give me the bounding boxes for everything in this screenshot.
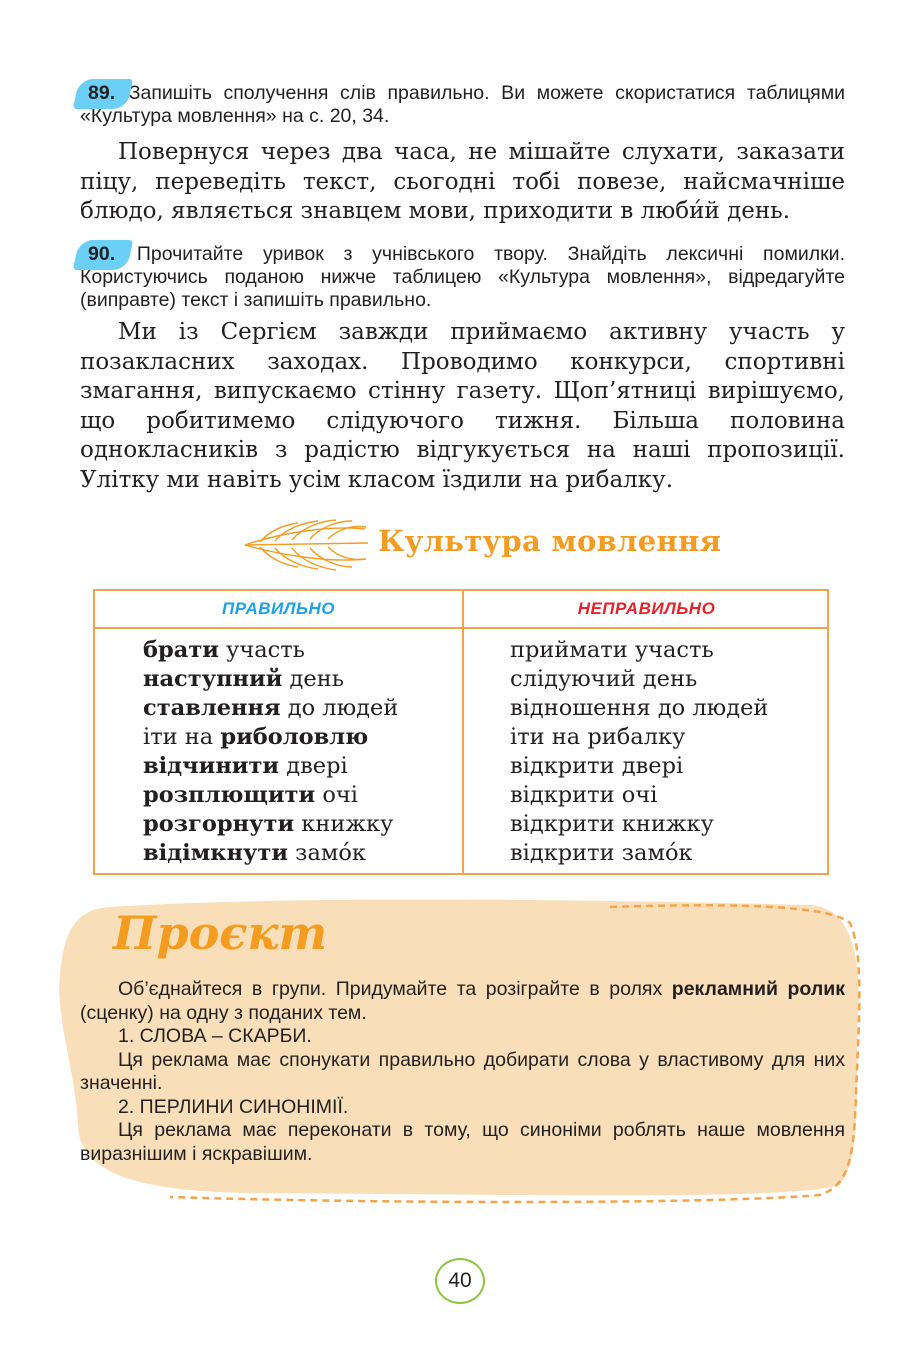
culture-table (93, 589, 829, 875)
table-row: іти на риболовлю (143, 724, 369, 750)
table-divider (462, 591, 464, 873)
project-title: Проєкт (113, 906, 328, 960)
table-row: брати участь (143, 637, 305, 663)
table-row: розплющити очі (143, 782, 358, 808)
table-row: іти на рибалку (510, 724, 686, 750)
task-89 (80, 82, 845, 128)
project-topic-1: 1. СЛОВА – СКАРБИ. (118, 1025, 312, 1047)
table-row: відкрити двері (510, 753, 684, 779)
table-row: відкрити замо́к (510, 840, 693, 866)
exercise-89-text (80, 138, 845, 227)
table-row: відкрити книжку (510, 811, 714, 837)
project-intro: Об’єднайтеся в групи. Придумайте та розіграйте в ролях рекламний ролик (сценку) на одну з поданих тем. (80, 978, 845, 1024)
table-row: приймати участь (510, 637, 714, 663)
culture-of-speech-title: Культура мовлення (378, 524, 722, 558)
table-row: відімкнути замо́к (143, 840, 366, 866)
page-number: 40 (435, 1258, 485, 1304)
exercise-89-paragraph: Повернуся через два часа, не мішайте слухати, заказати піцу, переведіть текст, сьогодні тобі повезе, найсмачніше блюдо, являється знавцем мови, приходити в люби́й день. (80, 139, 845, 224)
incorrect-column (510, 636, 768, 868)
table-row: відчинити двері (143, 753, 348, 779)
exercise-90-text (80, 318, 845, 495)
table-row: відкрити очі (510, 782, 658, 808)
task-number-89: 89. (80, 82, 117, 105)
table-row: наступний день (143, 666, 344, 692)
exercise-90-paragraph: Ми із Сергієм завжди приймаємо активну участь у позакласних заходах. Проводимо конкурси, спортивні змагання, випускаємо стінну газету. Щоп’ятниці вирішуємо, що робитимемо слідуючого тижня. Більша половина однокласників з радістю відгукується на наші пропозиції. Улітку ми навіть усім класом їздили на рибалку. (80, 319, 845, 493)
correct-header: ПРАВИЛЬНО (222, 599, 335, 618)
task-number-90: 90. (80, 243, 117, 266)
project-topic-1-text: Ця реклама має спонукати правильно добирати слова у властивому для них значенні. (80, 1048, 845, 1094)
task-90 (80, 243, 845, 312)
table-row: відношення до людей (510, 695, 769, 721)
correct-column (143, 636, 398, 868)
task-90-text: Прочитайте уривок з учнівського твору. Знайдіть лексичні помилки. Користуючись поданою нижче таблицею «Культура мовлення», відредагуйте (виправте) текст і запишіть правильно. (80, 243, 845, 311)
table-header-divider (95, 627, 827, 629)
project-text (80, 978, 845, 1166)
table-row: розгорнути книжку (143, 811, 394, 837)
project-topic-2-text: Ця реклама має переконати в тому, що синоніми роблять наше мовлення виразнішим і яскравішим. (80, 1119, 845, 1165)
table-row: ставлення до людей (143, 695, 399, 721)
incorrect-header: НЕПРАВИЛЬНО (577, 599, 716, 618)
project-topic-2: 2. ПЕРЛИНИ СИНОНІМІЇ. (118, 1095, 349, 1118)
task-89-text: Запишіть сполучення слів правильно. Ви можете скористатися таблицями «Культура мовлення» на с. 20, 34. (80, 82, 845, 127)
table-row: слідуючий день (510, 666, 698, 692)
